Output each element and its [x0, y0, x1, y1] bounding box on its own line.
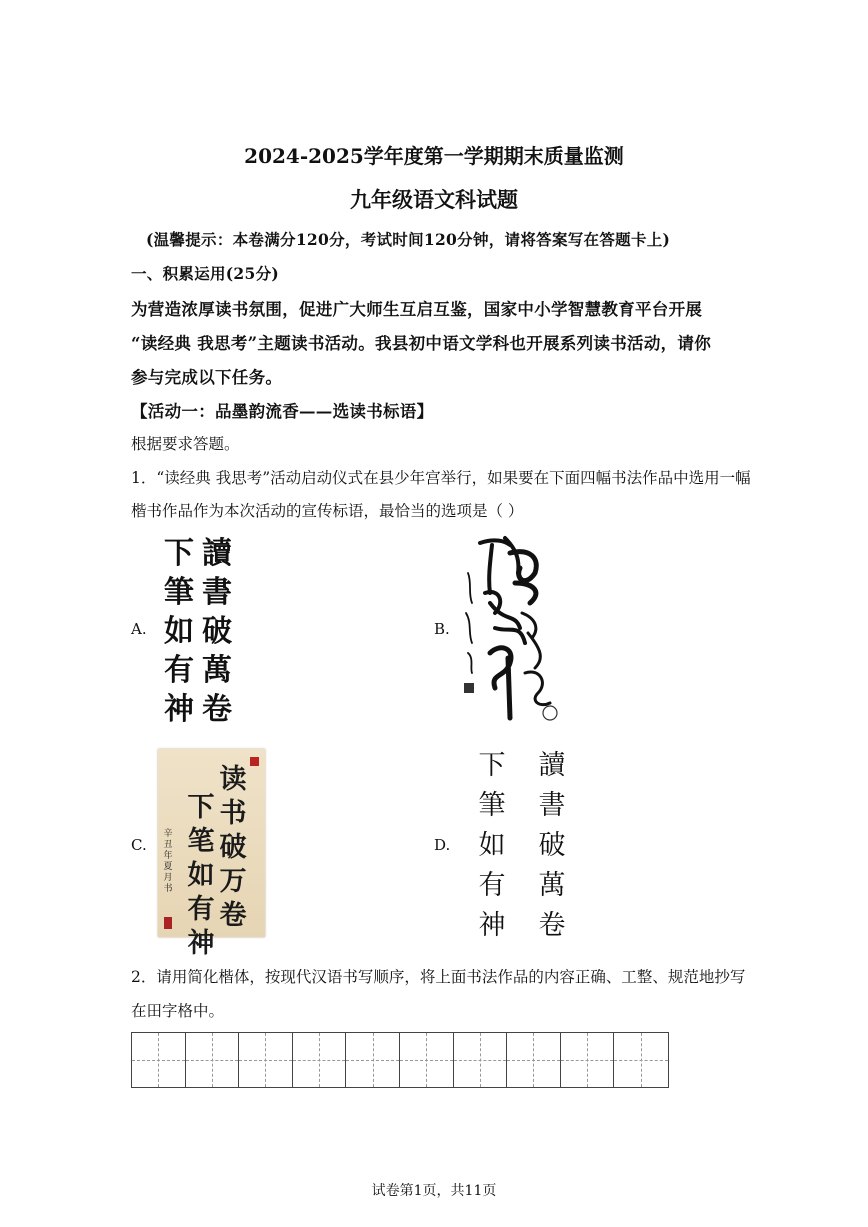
option-d-char: 有: [478, 870, 506, 900]
option-d-char: 卷: [538, 910, 566, 940]
option-d-char: 下: [478, 750, 506, 780]
exam-title: 2024-2025学年度第一学期期末质量监测: [244, 144, 624, 168]
option-a-char: 卷: [202, 692, 232, 727]
grid-cell[interactable]: [239, 1033, 293, 1087]
intro-line-1: 为营造浓厚读书氛围，促进广大师生互启互鉴，国家中小学智慧教育平台开展: [131, 300, 703, 319]
option-c-calligraphy-scroll: [158, 749, 265, 959]
section-heading: 一、积累运用(25分): [131, 264, 280, 283]
grid-cell[interactable]: [614, 1033, 668, 1087]
option-b-label: B.: [434, 620, 450, 638]
question1-line2: 楷书作品作为本次活动的宣传标语，最恰当的选项是（ ）: [131, 502, 524, 520]
grid-cell[interactable]: [132, 1033, 186, 1087]
option-a-calligraphy: [160, 528, 236, 727]
option-a-char: 筆: [164, 575, 194, 610]
seal-stamp-icon: [250, 757, 259, 766]
option-c-label: C.: [131, 836, 147, 854]
seal-stamp-icon: [164, 917, 172, 929]
option-a-label: A.: [131, 620, 147, 638]
option-d-char: 筆: [478, 790, 506, 820]
grid-cell[interactable]: [454, 1033, 508, 1087]
grid-cell[interactable]: [507, 1033, 561, 1087]
activity-heading: 【活动一：品墨韵流香——选读书标语】: [131, 402, 434, 421]
intro-line-3: 参与完成以下任务。: [131, 368, 283, 387]
tianzige-writing-grid: [131, 1032, 669, 1088]
option-c-column-right: 读书破万卷: [219, 764, 247, 931]
question2-line2: 在田字格中。: [131, 1002, 225, 1020]
option-a-char: 書: [202, 575, 232, 610]
option-a-char: 如: [164, 614, 194, 649]
grid-cell[interactable]: [346, 1033, 400, 1087]
option-a-char: 讀: [202, 536, 232, 571]
cursive-strokes-image: [460, 533, 560, 723]
grid-cell[interactable]: [561, 1033, 615, 1087]
grid-cell[interactable]: [186, 1033, 240, 1087]
option-d-calligraphy: [462, 743, 582, 943]
option-c-inscription: 辛丑年夏月书: [163, 829, 173, 894]
option-b-cursive-artwork: [460, 533, 560, 723]
grid-cell[interactable]: [400, 1033, 454, 1087]
page-footer: 试卷第1页，共11页: [371, 1183, 497, 1199]
intro-line-2: “读经典 我思考”主题读书活动。我县初中语文学科也开展系列读书活动，请你: [131, 334, 712, 353]
option-c-column-left: 下笔如有神: [187, 792, 215, 959]
exam-subtitle: 九年级语文科试题: [350, 187, 518, 212]
question2-line1: 2．请用简化楷体，按现代汉语书写顺序，将上面书法作品的内容正确、工整、规范地抄写: [131, 968, 746, 986]
option-d-char: 神: [478, 910, 506, 940]
question1-line1: 1．“读经典 我思考”活动启动仪式在县少年宫举行，如果要在下面四幅书法作品中选用一幅: [131, 469, 751, 487]
instruction-text: 根据要求答题。: [131, 435, 240, 453]
option-a-char: 萬: [202, 653, 232, 688]
option-d-char: 讀: [538, 750, 566, 780]
exam-notice: (温馨提示：本卷满分120分，考试时间120分钟，请将答案写在答题卡上): [146, 230, 671, 249]
option-a-char: 有: [164, 653, 194, 688]
grid-cell[interactable]: [293, 1033, 347, 1087]
option-d-char: 如: [478, 830, 506, 860]
option-d-label: D.: [434, 836, 451, 854]
option-d-char: 破: [538, 830, 566, 860]
option-a-char: 神: [164, 692, 194, 727]
option-d-char: 書: [538, 790, 566, 820]
option-a-char: 破: [202, 614, 232, 649]
option-a-char: 下: [164, 536, 194, 571]
option-d-char: 萬: [538, 870, 566, 900]
